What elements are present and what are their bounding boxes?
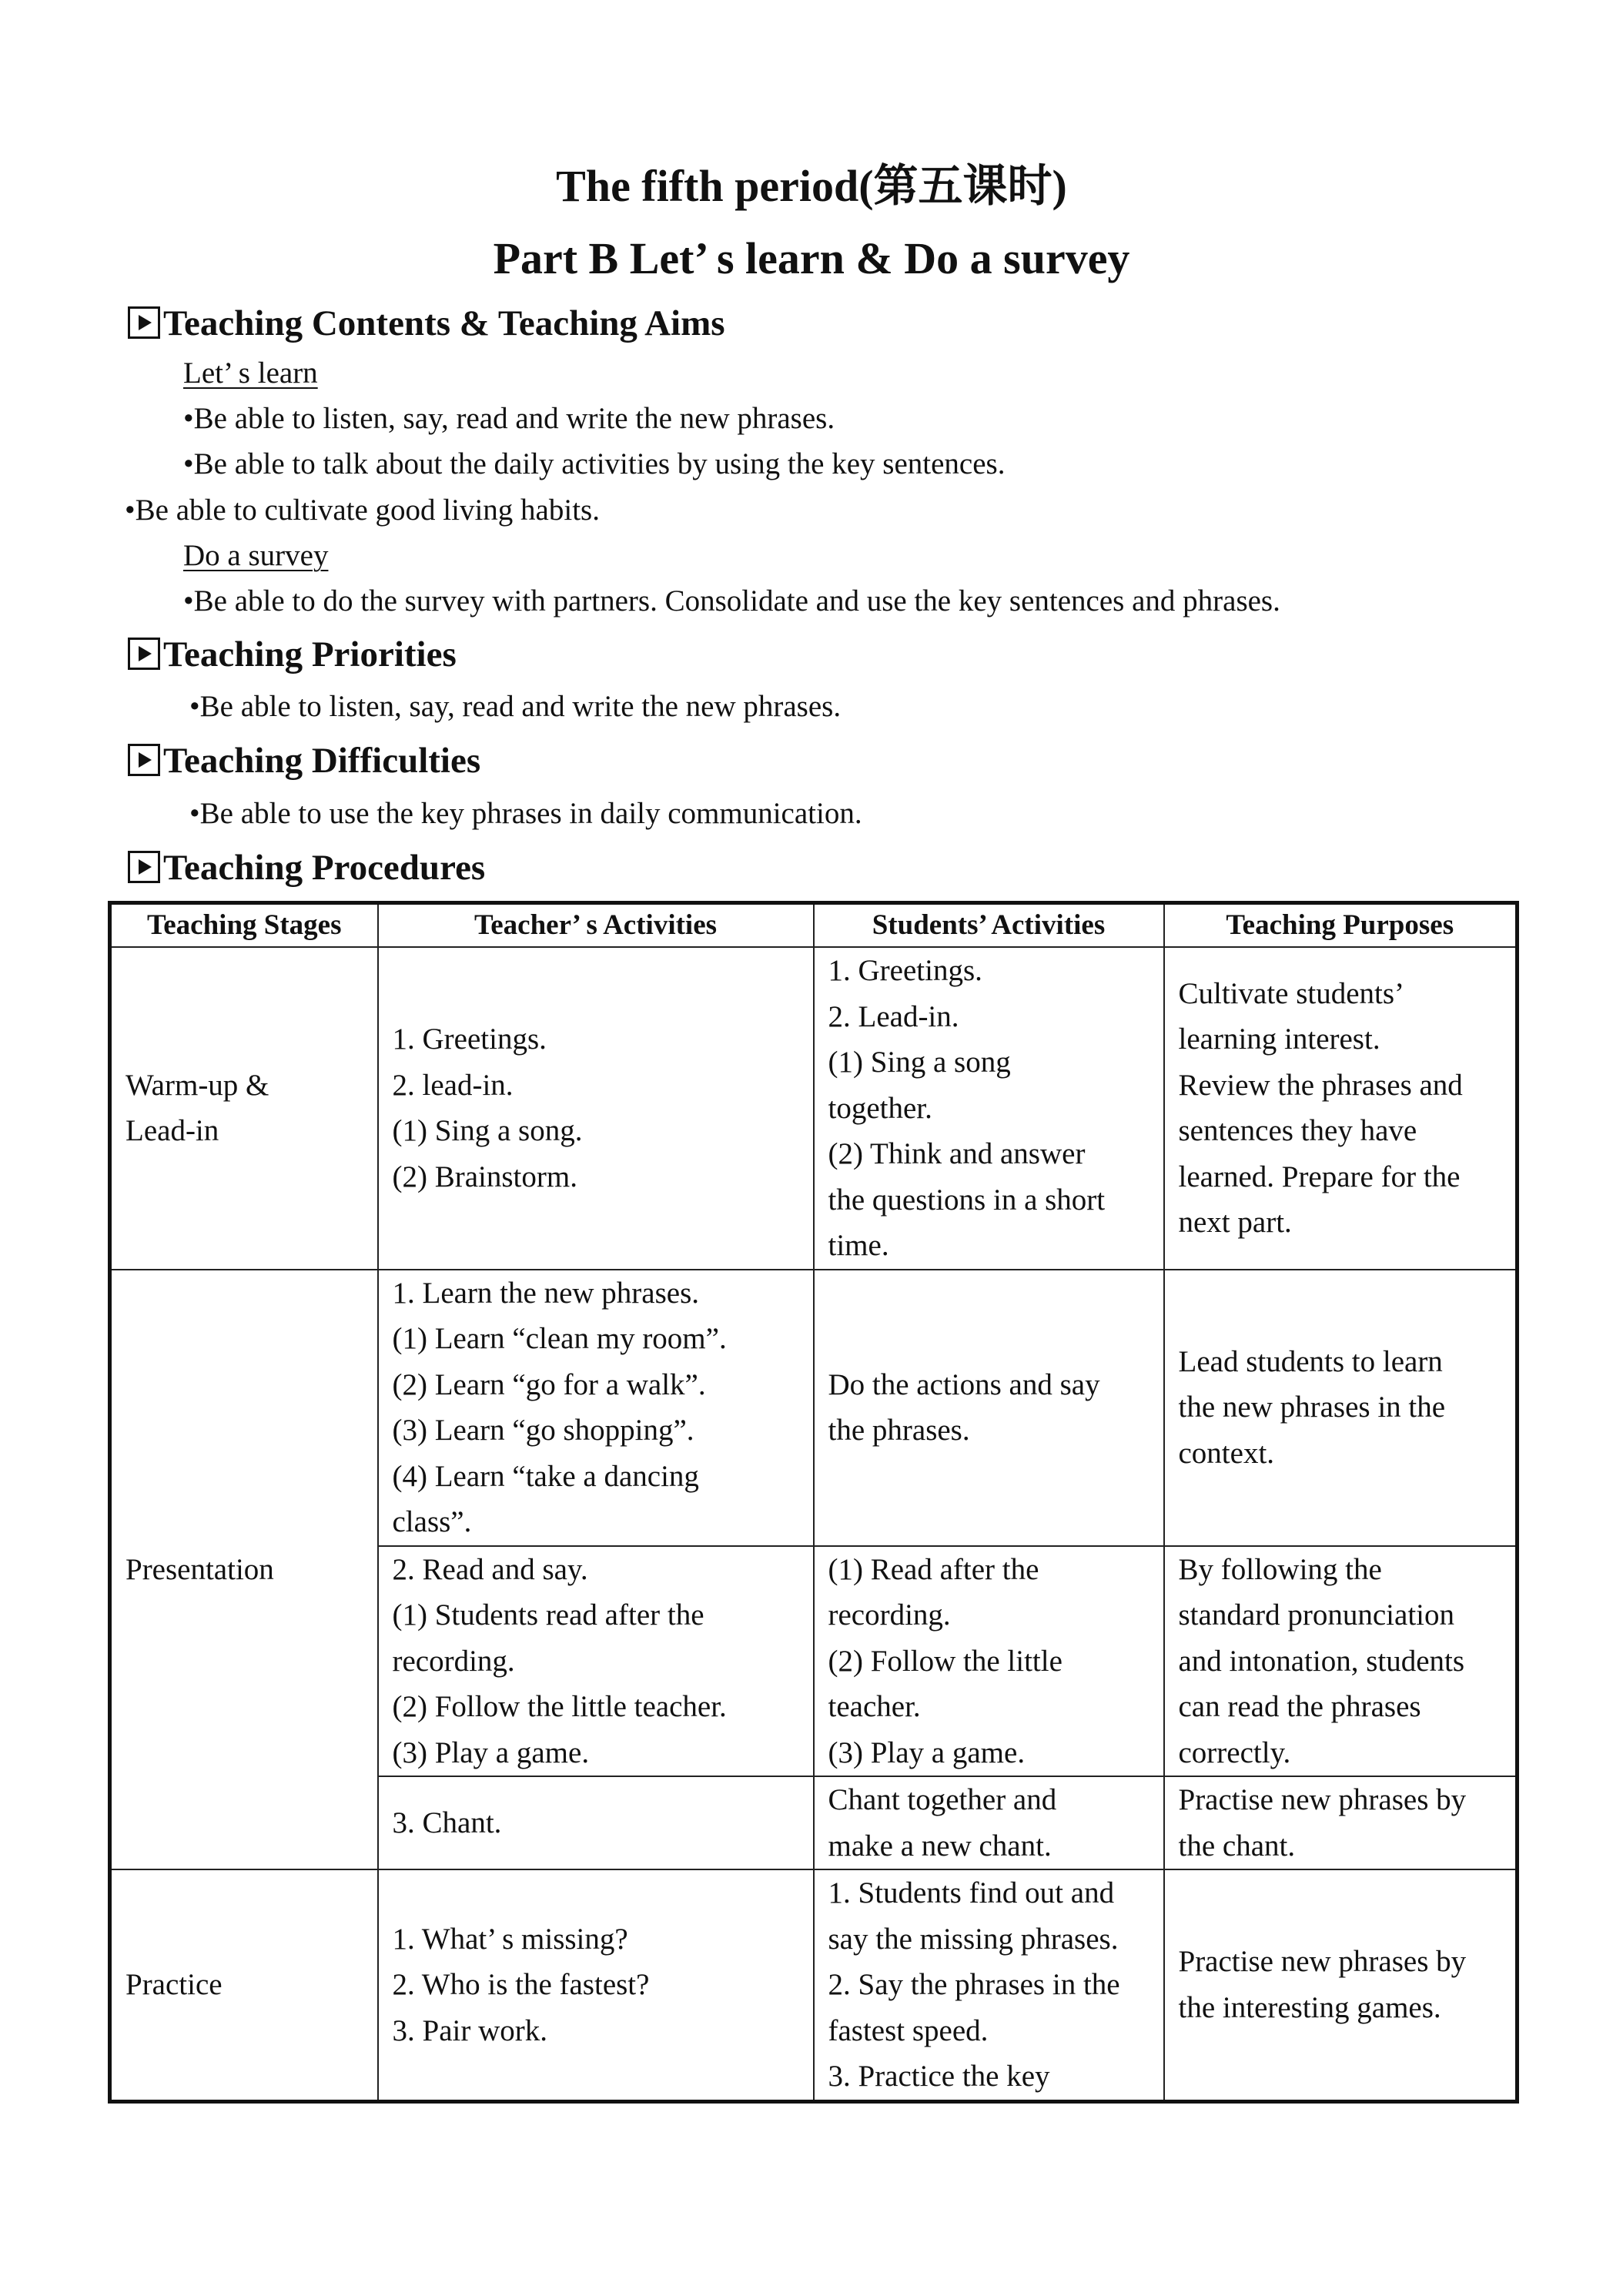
purposes-cell — [1164, 1546, 1518, 1777]
cell-line: 1. Students find out and — [828, 1876, 1115, 1909]
cell-line: 3. Chant. — [392, 1806, 502, 1839]
aim-line: •Be able to listen, say, read and write the new phrases. — [183, 402, 835, 435]
cell-line: (3) Play a game. — [828, 1735, 1026, 1769]
students-cell — [814, 947, 1164, 1270]
cell-line: Warm-up & — [125, 1068, 269, 1102]
teacher-cell — [378, 1546, 814, 1777]
cell-line: 1. What’ s missing? — [392, 1922, 628, 1956]
priority-line: •Be able to listen, say, read and write the new phrases. — [189, 690, 842, 723]
header-students-activities: Students’ Activities — [814, 903, 1164, 948]
cell-line: (2) Think and answer — [828, 1137, 1086, 1170]
cell-line: learning interest. — [1178, 1022, 1380, 1056]
cell-line: can read the phrases — [1178, 1690, 1421, 1723]
play-box-icon — [128, 851, 160, 883]
cell-line: (1) Sing a song. — [392, 1114, 583, 1148]
page-title: The fifth period(第五课时) — [556, 161, 1067, 211]
table-row-practice — [110, 1869, 1518, 2101]
teacher-cell — [378, 1869, 814, 2101]
cell-line: class”. — [392, 1505, 472, 1538]
table-row-warmup — [110, 947, 1518, 1270]
cell-line: (1) Learn “clean my room”. — [392, 1322, 727, 1355]
cell-line: say the missing phrases. — [828, 1922, 1119, 1956]
cell-line: context. — [1178, 1436, 1275, 1470]
cell-line: 2. Say the phrases in the — [828, 1968, 1120, 2001]
cell-line: time. — [828, 1229, 889, 1262]
cell-line: (2) Learn “go for a walk”. — [392, 1367, 706, 1401]
cell-line: 2. Read and say. — [392, 1552, 588, 1586]
cell-line: standard pronunciation — [1178, 1598, 1454, 1632]
cell-line: (2) Brainstorm. — [392, 1160, 577, 1193]
cell-line: (2) Follow the little — [828, 1644, 1062, 1678]
purposes-cell — [1164, 1270, 1518, 1546]
purposes-cell — [1164, 1776, 1518, 1869]
students-cell — [814, 1776, 1164, 1869]
section-heading-difficulties: Teaching Difficulties — [128, 739, 480, 782]
teacher-cell — [378, 947, 814, 1270]
stage-cell: Presentation — [110, 1270, 378, 1870]
cell-line: correctly. — [1178, 1735, 1291, 1769]
cell-line: recording. — [828, 1598, 951, 1632]
cell-line: the questions in a short — [828, 1183, 1106, 1217]
cell-line: (1) Sing a song — [828, 1046, 1011, 1079]
procedures-table — [108, 901, 1519, 2104]
cell-line: Do the actions and say — [828, 1367, 1100, 1401]
subheading-lets-learn: Let’ s learn — [183, 356, 318, 390]
aim-line: •Be able to talk about the daily activities by using the key sentences. — [183, 447, 1006, 480]
purposes-cell — [1164, 1869, 1518, 2101]
header-teaching-stages: Teaching Stages — [110, 903, 378, 948]
cell-line: Review the phrases and — [1178, 1068, 1463, 1102]
cell-line: (3) Learn “go shopping”. — [392, 1414, 694, 1447]
cell-line: 3. Pair work. — [392, 2013, 547, 2047]
cell-line: (1) Students read after the — [392, 1598, 704, 1632]
students-cell — [814, 1546, 1164, 1777]
cell-line: sentences they have — [1178, 1114, 1417, 1148]
cell-line: 3. Practice the key — [828, 2060, 1050, 2093]
cell-line: (2) Follow the little teacher. — [392, 1690, 727, 1723]
cell-line: 1. Learn the new phrases. — [392, 1276, 700, 1310]
section-heading-procedures: Teaching Procedures — [128, 846, 485, 889]
cell-line: fastest speed. — [828, 2013, 989, 2047]
teacher-cell — [378, 1270, 814, 1546]
cell-line: together. — [828, 1091, 932, 1125]
cell-line: the interesting games. — [1178, 1990, 1441, 2024]
section-heading-priorities: Teaching Priorities — [128, 633, 457, 676]
cell-line: Practise new phrases by — [1178, 1945, 1467, 1979]
cell-line: and intonation, students — [1178, 1644, 1465, 1678]
cell-line: (4) Learn “take a dancing — [392, 1459, 699, 1493]
cell-line: Lead students to learn — [1178, 1344, 1443, 1378]
table-row-presentation-1 — [110, 1270, 1518, 1546]
cell-line: 2. Who is the fastest? — [392, 1968, 650, 2001]
cell-line: By following the — [1178, 1552, 1382, 1586]
cell-line: 2. lead-in. — [392, 1068, 514, 1102]
purposes-cell — [1164, 947, 1518, 1270]
cell-line: Chant together and — [828, 1783, 1057, 1816]
table-header-row — [110, 903, 1518, 948]
page-subtitle: Part B Let’ s learn & Do a survey — [493, 233, 1130, 283]
header-teacher-activities: Teacher’ s Activities — [378, 903, 814, 948]
cell-line: 1. Greetings. — [392, 1022, 547, 1056]
aim-line: •Be able to do the survey with partners. Consolidate and use the key sentences and phrases. — [183, 584, 1280, 618]
cell-line: teacher. — [828, 1690, 921, 1723]
play-box-icon — [128, 638, 160, 670]
difficulty-line: •Be able to use the key phrases in daily communication. — [189, 797, 862, 830]
header-teaching-purposes: Teaching Purposes — [1164, 903, 1518, 948]
stage-cell: Practice — [110, 1869, 378, 2101]
students-cell — [814, 1869, 1164, 2101]
cell-line: the phrases. — [828, 1414, 970, 1447]
aim-line: •Be able to cultivate good living habits. — [125, 494, 600, 527]
cell-line: recording. — [392, 1644, 515, 1678]
cell-line: Cultivate students’ — [1178, 976, 1405, 1010]
cell-line: Practise new phrases by — [1178, 1783, 1467, 1816]
cell-line: 1. Greetings. — [828, 954, 982, 987]
cell-line: learned. Prepare for the — [1178, 1160, 1461, 1193]
cell-line: make a new chant. — [828, 1829, 1052, 1863]
cell-line: (3) Play a game. — [392, 1735, 590, 1769]
cell-line: Lead-in — [125, 1114, 219, 1148]
cell-line: the chant. — [1178, 1829, 1296, 1863]
teacher-cell — [378, 1776, 814, 1869]
cell-line: next part. — [1178, 1206, 1292, 1240]
play-box-icon — [128, 306, 160, 339]
cell-line: 2. Lead-in. — [828, 999, 959, 1033]
subheading-do-a-survey: Do a survey — [183, 539, 329, 572]
students-cell — [814, 1270, 1164, 1546]
section-heading-contents: Teaching Contents & Teaching Aims — [128, 302, 725, 345]
cell-line: the new phrases in the — [1178, 1391, 1446, 1424]
stage-cell — [110, 947, 378, 1270]
play-box-icon — [128, 744, 160, 776]
cell-line: (1) Read after the — [828, 1552, 1039, 1586]
